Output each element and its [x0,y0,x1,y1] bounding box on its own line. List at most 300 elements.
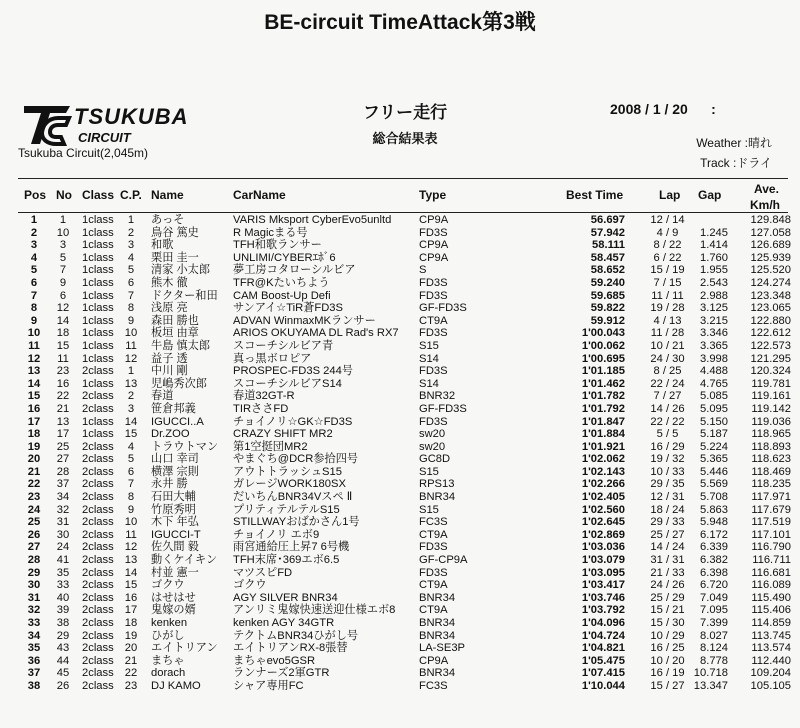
best-time-cell: 1'01.782 [581,390,625,403]
carname-cell: 第1空挺団MR2 [233,440,308,453]
name-cell: あっそ [151,214,185,226]
best-time-cell: 58.457 [590,251,625,264]
lap-cell: 15 / 19 [650,264,685,277]
avg-speed-cell: 116.681 [751,566,791,579]
class-cell: 2class [82,591,114,604]
best-time-cell: 1'04.724 [581,629,625,642]
name-cell: 山口 幸司 [151,453,199,466]
name-cell: DJ KAMO [151,679,201,692]
type-cell: CP9A [419,239,449,252]
table-row [0,453,800,466]
pos-cell: 11 [28,339,40,352]
pos-cell: 24 [27,503,41,516]
no-cell: 44 [56,654,70,667]
no-cell: 1 [59,214,67,226]
gap-cell: 3.365 [700,339,728,352]
pos-cell: 32 [27,604,41,617]
avg-speed-cell: 115.490 [751,591,791,604]
carname-cell: TFH末席･369エボ6.5 [233,554,340,567]
class-cell: 1class [82,302,114,315]
gap-cell: 5.948 [700,516,728,529]
best-time-cell: 59.822 [590,302,625,315]
no-cell: 39 [56,604,70,617]
best-time-cell: 1'02.645 [581,516,625,529]
no-cell: 15 [56,339,70,352]
avg-speed-cell: 118.235 [751,478,791,491]
carname-cell: まちゃevo5GSR [233,654,316,667]
cp-cell: 9 [127,314,135,327]
best-time-cell: 59.685 [590,289,625,302]
avg-speed-cell: 118.469 [751,465,791,478]
name-cell: 熊木 徹 [151,276,188,289]
no-cell: 10 [56,226,70,239]
gap-cell: 5.150 [700,415,728,428]
header-carname: CarName [233,188,286,202]
best-time-cell: 1'04.821 [581,642,625,655]
type-cell: FD3S [419,289,448,302]
header-best-time: Best Time [566,188,624,202]
no-cell: 18 [56,327,70,340]
table-row [0,441,800,454]
no-cell: 28 [56,465,70,478]
gap-cell: 5.569 [700,478,728,491]
carname-cell: チョイノリ☆GK☆FD3S [233,415,353,428]
gap-cell: 5.863 [700,503,728,516]
type-cell: BNR34 [419,617,456,629]
carname-cell: チョイノリ エボ9 [233,528,320,541]
avg-speed-cell: 117.971 [751,491,791,504]
carname-cell: マツスピFD [233,566,293,579]
best-time-cell: 1'00.062 [581,339,625,352]
type-cell: FD3S [419,226,448,239]
pos-cell: 3 [30,239,38,252]
pos-cell: 35 [27,642,41,655]
avg-speed-cell: 114.859 [751,617,791,629]
gap-cell: 3.215 [700,314,728,327]
best-time-cell: 1'02.266 [581,478,625,491]
type-cell: BNR34 [419,591,456,604]
header-lap: Lap [659,188,681,202]
lap-cell: 14 / 26 [650,402,685,415]
class-cell: 1class [82,314,114,327]
avg-speed-cell: 122.612 [750,327,791,340]
no-cell: 26 [56,679,70,692]
name-cell: ドクター和田 [151,289,218,302]
gap-cell: 5.446 [700,465,728,478]
pos-cell: 26 [27,528,41,541]
best-time-cell: 1'10.044 [581,679,625,692]
class-cell: 1class [82,415,114,428]
carname-cell: ADVAN WinmaxMKランサー [233,314,376,327]
no-cell: 6 [59,289,67,302]
no-cell: 40 [56,591,70,604]
table-row [0,390,800,403]
table-row [0,667,800,680]
type-cell: CT9A [419,528,448,541]
carname-cell: エイトリアンRX-8張替 [233,642,348,655]
type-cell: sw20 [419,440,446,453]
avg-speed-cell: 121.295 [750,352,791,365]
avg-speed-cell: 119.781 [751,377,791,390]
lap-cell: 8 / 25 [653,365,682,378]
name-cell: Dr.ZOO [151,428,190,441]
avg-speed-cell: 112.440 [751,654,791,667]
no-cell: 35 [56,566,70,579]
best-time-cell: 1'01.462 [581,377,625,390]
avg-speed-cell: 116.089 [751,579,791,592]
table-row [0,617,800,630]
lap-cell: 15 / 27 [650,679,685,692]
pos-cell: 5 [30,264,38,277]
pos-cell: 22 [27,478,41,491]
table-row [0,290,800,303]
lap-cell: 19 / 32 [650,453,685,466]
avg-speed-cell: 125.939 [750,251,791,264]
carname-cell: 真っ黒ボロピア [233,352,312,365]
lap-cell: 25 / 29 [650,591,685,604]
name-cell: 佐久間 毅 [151,541,199,554]
cp-cell: 6 [127,465,135,478]
cp-cell: 3 [127,239,135,252]
cp-cell: 12 [124,352,138,365]
gap-cell: 8.027 [700,629,728,642]
carname-cell: やまぐち@DCR参拾四号 [233,453,359,466]
cp-cell: 15 [124,579,138,592]
lap-cell: 25 / 27 [650,528,685,541]
avg-speed-cell: 116.790 [751,541,791,554]
name-cell: トラウトマン [151,440,219,453]
lap-cell: 29 / 33 [650,516,685,529]
header-gap: Gap [698,188,722,202]
table-row [0,214,800,227]
table-row [0,403,800,416]
results-subtitle: 総合結果表 [372,131,438,146]
avg-speed-cell: 119.142 [751,402,791,415]
carname-cell: VARIS Mksport CyberEvo5unltd [233,214,392,226]
no-cell: 14 [56,314,70,327]
type-cell: FD3S [419,365,448,378]
carname-cell: kenken AGY 34GTR [233,617,335,629]
cp-cell: 4 [127,440,135,453]
best-time-cell: 57.942 [590,226,625,239]
lap-cell: 24 / 26 [650,579,685,592]
table-row [0,340,800,353]
class-cell: 2class [82,541,114,554]
best-time-cell: 1'01.921 [581,440,625,453]
best-time-cell: 56.697 [590,214,625,226]
avg-speed-cell: 113.574 [751,642,791,655]
no-cell: 24 [56,541,70,554]
name-cell: IGUCCI..A [151,415,204,428]
carname-cell: CRAZY SHIFT MR2 [233,428,333,441]
gap-cell: 5.365 [700,453,728,466]
header-name: Name [151,188,184,202]
pos-cell: 25 [27,516,41,529]
name-cell: 石田大輔 [151,491,196,504]
name-cell: IGUCCI-T [151,528,201,541]
table-row [0,554,800,567]
avg-speed-cell: 123.348 [750,289,791,302]
avg-speed-cell: 129.848 [750,214,791,226]
cp-cell: 12 [124,541,138,554]
no-cell: 31 [56,516,70,529]
pos-cell: 36 [27,654,41,667]
table-row [0,655,800,668]
best-time-cell: 1'03.036 [581,541,625,554]
gap-cell: 6.339 [700,541,728,554]
lap-cell: 15 / 21 [650,604,685,617]
type-cell: FD3S [419,566,448,579]
name-cell: はせはせ [151,591,196,604]
avg-speed-cell: 116.711 [752,554,791,567]
header-avg: Ave. [754,182,779,196]
table-row [0,239,800,252]
cp-cell: 1 [127,365,135,378]
gap-cell: 5.224 [700,440,728,453]
best-time-cell: 59.912 [590,314,625,327]
class-cell: 2class [82,390,114,403]
header-bottom-rule [18,212,788,213]
lap-cell: 10 / 21 [650,339,685,352]
name-cell: 栗田 圭一 [151,251,199,264]
gap-cell: 13.347 [693,679,728,692]
lap-cell: 16 / 29 [650,440,685,453]
type-cell: FD3S [419,415,448,428]
gap-cell: 3.998 [700,352,728,365]
header-type: Type [419,188,447,202]
avg-speed-cell: 126.689 [750,239,791,252]
pos-cell: 17 [27,415,41,428]
gap-cell: 2.543 [700,276,728,289]
class-cell: 1class [82,428,114,441]
no-cell: 43 [56,642,70,655]
carname-cell: STILLWAYおばかさん1号 [233,516,360,529]
header-no: No [56,188,72,202]
no-cell: 33 [56,579,70,592]
gap-cell: 5.095 [700,402,728,415]
type-cell: FD3S [419,276,448,289]
best-time-cell: 1'03.095 [581,566,625,579]
type-cell: LA-SE3P [419,642,466,655]
track-condition: Track :ドライ [700,156,772,170]
name-cell: ひがし [151,629,185,642]
gap-cell: 6.172 [700,528,728,541]
name-cell: 牛島 慎太郎 [151,339,211,352]
cp-cell: 1 [127,214,135,226]
name-cell: 浅原 亮 [151,302,188,315]
avg-speed-cell: 120.324 [750,365,791,378]
avg-speed-cell: 115.406 [751,604,791,617]
name-cell: dorach [151,667,186,680]
type-cell: FD3S [419,541,448,554]
carname-cell: UNLIMI/CYBERｴﾎﾞ6 [233,251,336,264]
cp-cell: 5 [127,264,135,277]
header-avg-unit: Km/h [750,198,780,212]
cp-cell: 16 [124,591,138,604]
type-cell: S14 [419,352,439,365]
cp-cell: 4 [127,251,135,264]
cp-cell: 10 [124,327,138,340]
table-row [0,353,800,366]
avg-speed-cell: 109.204 [750,667,791,680]
table-row [0,416,800,429]
table-row [0,227,800,240]
type-cell: FC3S [419,679,448,692]
pos-cell: 18 [27,428,41,441]
best-time-cell: 1'02.062 [581,453,625,466]
carname-cell: PROSPEC-FD3S 244号 [233,365,353,378]
avg-speed-cell: 117.101 [751,528,791,541]
type-cell: CT9A [419,314,448,327]
no-cell: 22 [56,390,70,403]
name-cell: 村並 憲一 [151,566,199,579]
avg-speed-cell: 119.161 [751,390,791,403]
cp-cell: 17 [124,604,138,617]
best-time-cell: 58.652 [590,264,625,277]
best-time-cell: 59.240 [590,276,625,289]
pos-cell: 9 [30,314,38,327]
pos-cell: 37 [27,667,41,680]
type-cell: S15 [419,503,439,516]
no-cell: 45 [56,667,70,680]
carname-cell: AGY SILVER BNR34 [233,591,338,604]
cp-cell: 5 [127,453,135,466]
name-cell: 木下 年弘 [151,516,199,529]
class-cell: 1class [82,276,114,289]
page-title: BE-circuit TimeAttack第3戦 [264,11,536,34]
table-row [0,378,800,391]
cp-cell: 8 [127,491,135,504]
gap-cell: 6.382 [700,554,728,567]
pos-cell: 38 [27,679,41,692]
best-time-cell: 58.111 [592,239,625,252]
lap-cell: 10 / 20 [650,654,685,667]
table-row [0,592,800,605]
name-cell: まちゃ [151,654,185,667]
gap-cell: 4.765 [700,377,728,390]
type-cell: BNR32 [419,390,456,403]
no-cell: 5 [59,251,67,264]
no-cell: 21 [56,402,70,415]
carname-cell: CAM Boost-Up Defi [233,289,331,302]
pos-cell: 30 [27,579,41,592]
pos-cell: 13 [27,365,41,378]
type-cell: BNR34 [419,667,456,680]
class-cell: 2class [82,629,114,642]
carname-cell: R Magicまる号 [233,226,308,239]
pos-cell: 10 [27,327,41,340]
no-cell: 32 [56,503,70,516]
pos-cell: 28 [27,554,41,567]
lap-cell: 16 / 25 [650,642,685,655]
pos-cell: 20 [27,453,41,466]
gap-cell: 6.398 [700,566,728,579]
cp-cell: 18 [124,617,138,629]
pos-cell: 21 [27,465,41,478]
pos-cell: 23 [27,491,41,504]
class-cell: 2class [82,642,114,655]
best-time-cell: 1'03.417 [581,579,625,592]
class-cell: 1class [82,239,114,252]
table-row [0,680,800,693]
type-cell: CP9A [419,214,449,226]
pos-cell: 2 [30,226,38,239]
gap-cell: 1.245 [700,226,728,239]
best-time-cell: 1'03.746 [581,591,625,604]
class-cell: 2class [82,453,114,466]
carname-cell: ガレージWORK180SX [233,478,346,491]
lap-cell: 24 / 30 [650,352,685,365]
class-cell: 2class [82,365,114,378]
header-class: Class [82,188,115,202]
cp-cell: 15 [124,428,138,441]
no-cell: 29 [56,629,70,642]
cp-cell: 22 [124,667,138,680]
name-cell: 竹原秀明 [151,503,196,516]
class-cell: 1class [82,377,114,390]
carname-cell: シャア専用FC [233,679,304,692]
pos-cell: 31 [27,591,41,604]
carname-cell: TFH和歌ランサー [233,239,322,252]
class-cell: 1class [82,339,114,352]
type-cell: CP9A [419,251,449,264]
best-time-cell: 1'02.869 [581,528,625,541]
class-cell: 1class [82,289,114,302]
no-cell: 34 [56,491,70,504]
class-cell: 1class [82,214,114,226]
logo-wordmark: TSUKUBA [74,104,189,129]
name-cell: 清家 小太郎 [151,264,211,277]
carname-cell: ゴクウ [233,579,267,592]
best-time-cell: 1'02.143 [581,465,625,478]
pos-cell: 1 [30,214,38,226]
cp-cell: 13 [124,377,138,390]
class-cell: 2class [82,528,114,541]
name-cell: ゴクウ [151,579,185,592]
name-cell: 横澤 宗則 [151,465,199,478]
lap-cell: 15 / 30 [650,617,685,629]
gap-cell: 3.125 [700,302,728,315]
carname-cell: ARIOS OKUYAMA DL Rad's RX7 [233,327,399,340]
tc-logo-icon [20,100,76,150]
table-row [0,516,800,529]
cp-cell: 7 [127,289,135,302]
circuit-name: Tsukuba Circuit(2,045m) [18,146,149,160]
pos-cell: 29 [27,566,41,579]
cp-cell: 8 [127,302,135,315]
type-cell: GF-FD3S [419,402,467,415]
no-cell: 41 [56,554,70,567]
gap-cell: 5.085 [700,390,728,403]
class-cell: 2class [82,478,114,491]
name-cell: 鳥谷 篤史 [151,226,199,239]
pos-cell: 7 [30,289,38,302]
pos-cell: 15 [27,390,41,403]
type-cell: S14 [419,377,439,390]
class-cell: 2class [82,402,114,415]
gap-cell: 7.049 [700,591,728,604]
table-row [0,315,800,328]
pos-cell: 34 [27,629,41,642]
gap-cell: 4.488 [700,365,728,378]
name-cell: 益子 透 [151,352,188,365]
type-cell: FC3S [419,516,448,529]
cp-cell: 7 [127,478,135,491]
carname-cell: TIRささFD [233,402,289,415]
no-cell: 16 [56,377,70,390]
pos-cell: 16 [27,402,41,415]
lap-cell: 29 / 35 [650,478,685,491]
